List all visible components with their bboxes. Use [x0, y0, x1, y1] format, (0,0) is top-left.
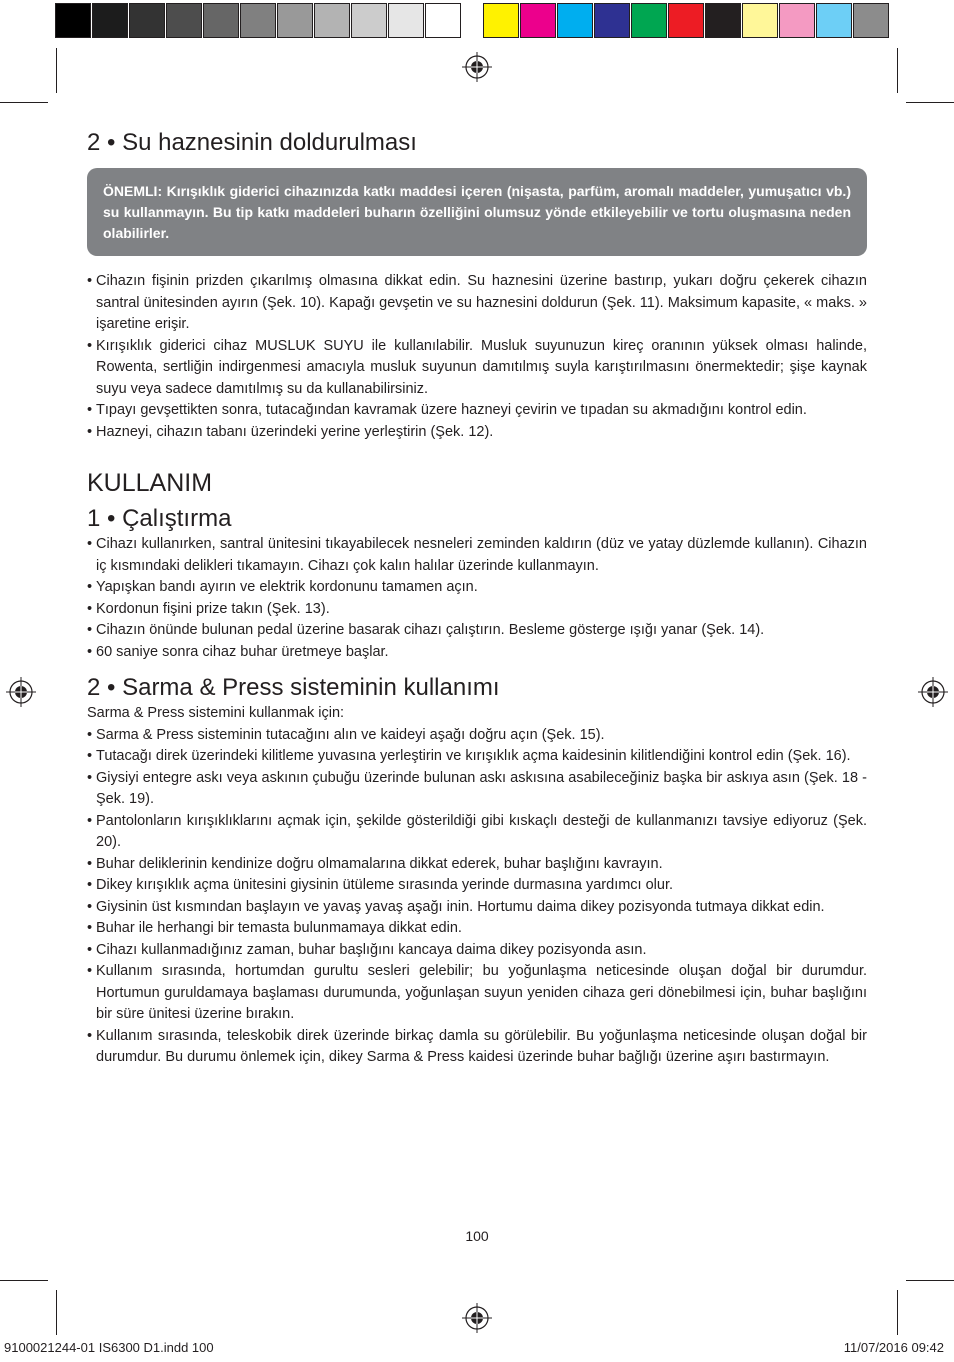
list-item: • Cihazı kullanmadığınız zaman, buhar başlığını kancaya daima dikey pozisyonda asın.	[87, 940, 867, 962]
crop-mark	[906, 102, 954, 103]
list-item: • Sarma & Press sisteminin tutacağını alın ve kaideyi aşağı doğru açın (Şek. 15).	[87, 725, 867, 747]
section-title-water-tank: 2 • Su haznesinin doldurulması	[87, 129, 417, 156]
page-number: 100	[465, 1228, 489, 1244]
color-swatch	[631, 3, 667, 38]
color-swatch	[92, 3, 128, 38]
color-swatch	[425, 3, 461, 38]
section-title-wrap-press: 2 • Sarma & Press sisteminin kullanımı	[87, 674, 500, 701]
color-swatch	[557, 3, 593, 38]
list-item: • Kullanım sırasında, hortumdan gurultu sesleri gelebilir; bu yoğunlaşma neticesinde oluşan doğal bir durumdur. Hortumun guruldamaya başlaması durumunda, yoğunlaşan suyun yeniden cihaza geri dönebilmesi için, buhar başlığını bir süre ünitesi üzerine bırakın.	[87, 961, 867, 1026]
list-item: • Kullanım sırasında, teleskobik direk üzerinde birkaç damla su görülebilir. Bu yoğunlaşma neticesinde oluşan doğal bir durumdur. Bu durumu önlemek için, dikey Sarma & Press kaidesi üzerinde buhar bağlığı üzerine aşırı bastırmayın.	[87, 1026, 867, 1069]
crop-mark	[56, 48, 57, 93]
wrap-press-intro: Sarma & Press sistemini kullanmak için:	[87, 705, 345, 721]
warning-box: ÖNEMLI: Kırışıklık giderici cihazınızda katkı maddesi içeren (nişasta, parfüm, aromalı maddeler, yumuşatıcı vb.) su kullanmayın. Bu tip katkı maddeleri buharın özelliğini olumsuz yönde etkileyebilir ve tortu oluşmasına neden olabilirler.	[87, 168, 867, 256]
crop-mark	[897, 48, 898, 93]
grayscale-color-bar	[55, 3, 462, 38]
color-swatch	[668, 3, 704, 38]
crop-mark	[0, 1280, 48, 1281]
color-swatch	[742, 3, 778, 38]
registration-mark-icon	[462, 52, 492, 82]
color-swatch	[779, 3, 815, 38]
list-item: • Yapışkan bandı ayırın ve elektrik kordonunu tamamen açın.	[87, 577, 867, 599]
list-item: • Kordonun fişini prize takın (Şek. 13).	[87, 599, 867, 621]
startup-list	[87, 534, 867, 663]
list-item: • Cihazın fişinin prizden çıkarılmış olmasına dikkat edin. Su haznesini üzerine bastırıp, yukarı doğru çekerek cihazın santral ünitesinden ayırın (Şek. 10). Kapağı gevşetin ve su haznesini doldurun (Şek. 11). Maksimum kapasite, « maks. » işaretine erişir.	[87, 271, 867, 336]
color-swatch	[853, 3, 889, 38]
color-swatch	[816, 3, 852, 38]
color-swatch	[166, 3, 202, 38]
list-item: • 60 saniye sonra cihaz buhar üretmeye başlar.	[87, 642, 867, 664]
list-item: • Kırışıklık giderici cihaz MUSLUK SUYU ile kullanılabilir. Musluk suyunuzun kireç oranının yüksek olması halinde, Rowenta, sertliğin indirgenmesi amacıyla musluk suyunun damıtılmış suyla karıştırılmasını önermektedir; şişe kaynak suyu veya sadece damıtılmış su da kullanabilirsiniz.	[87, 336, 867, 401]
color-swatch	[314, 3, 350, 38]
color-swatch	[277, 3, 313, 38]
crop-mark	[56, 1290, 57, 1335]
list-item: • Giysinin üst kısmından başlayın ve yavaş yavaş aşağı inin. Hortumu daima dikey pozisyonda tutmaya dikkat edin.	[87, 897, 867, 919]
list-item: • Cihazın önünde bulunan pedal üzerine basarak cihazı çalıştırın. Besleme gösterge ışığı yanar (Şek. 14).	[87, 620, 867, 642]
list-item: • Pantolonların kırışıklıklarını açmak için, şekilde gösterildiği gibi kıskaçlı desteği de kullanmanızı tavsiye ediyoruz (Şek. 20).	[87, 811, 867, 854]
crop-mark	[897, 1290, 898, 1335]
list-item: • Hazneyi, cihazın tabanı üzerindeki yerine yerleştirin (Şek. 12).	[87, 422, 867, 444]
list-item: • Cihazı kullanırken, santral ünitesini tıkayabilecek nesneleri zeminden kaldırın (düz ve yatay düzlemde kullanın). Cihazın iç kısmındaki delikleri tıkamayın. Cihazı çok kalın halılar üzerinde kullanmayın.	[87, 534, 867, 577]
crop-mark	[0, 102, 48, 103]
list-item: • Buhar deliklerinin kendinize doğru olmamalarına dikkat ederek, buhar başlığını kavrayın.	[87, 854, 867, 876]
wrap-press-list	[87, 725, 867, 1069]
list-item: • Tutacağı direk üzerindeki kilitleme yuvasına yerleştirin ve kırışıklık açma kaidesinin kilitlendiğini kontrol edin (Şek. 16).	[87, 746, 867, 768]
slug-timestamp: 11/07/2016 09:42	[843, 1340, 944, 1355]
list-item: • Tıpayı gevşettikten sonra, tutacağından kavramak üzere hazneyi çevirin ve tıpadan su akmadığını kontrol edin.	[87, 400, 867, 422]
registration-mark-icon	[6, 677, 36, 707]
list-item: • Dikey kırışıklık açma ünitesini giysinin ütüleme sırasında yerinde durmasına yardımcı olur.	[87, 875, 867, 897]
water-tank-list	[87, 271, 867, 443]
section-title-startup: 1 • Çalıştırma	[87, 505, 232, 532]
color-swatch	[594, 3, 630, 38]
registration-mark-icon	[462, 1303, 492, 1333]
crop-mark	[906, 1280, 954, 1281]
color-swatch	[55, 3, 91, 38]
color-swatch	[388, 3, 424, 38]
registration-mark-icon	[918, 677, 948, 707]
color-swatch	[520, 3, 556, 38]
list-item: • Buhar ile herhangi bir temasta bulunmamaya dikkat edin.	[87, 918, 867, 940]
page-content	[87, 128, 867, 1069]
color-swatch	[129, 3, 165, 38]
usage-heading: KULLANIM	[87, 469, 213, 497]
cmyk-color-bar	[483, 3, 890, 38]
list-item: • Giysiyi entegre askı veya askının çubuğu üzerinde bulunan askı askısına asabileceğiniz başka bir askıya asın (Şek. 18 - Şek. 19).	[87, 768, 867, 811]
color-swatch	[351, 3, 387, 38]
color-swatch	[705, 3, 741, 38]
color-swatch	[483, 3, 519, 38]
color-swatch	[240, 3, 276, 38]
color-swatch	[203, 3, 239, 38]
slug-filename: 9100021244-01 IS6300 D1.indd 100	[4, 1340, 214, 1355]
